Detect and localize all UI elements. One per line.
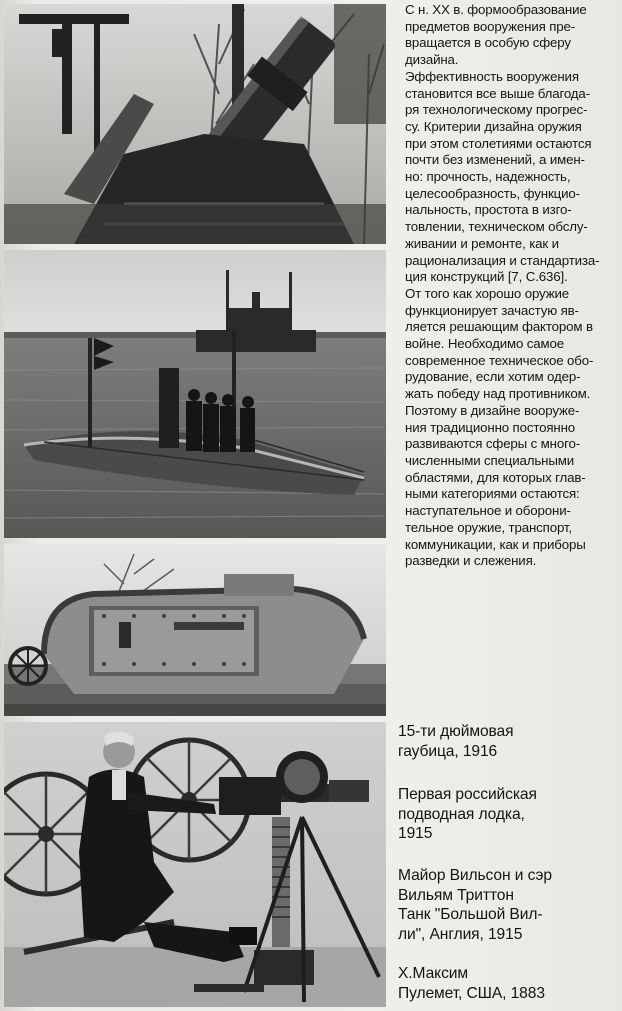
- article-line: функционирует зачастую яв-: [405, 302, 579, 318]
- caption-line: Пулемет, США, 1883: [398, 984, 545, 1002]
- article-line: живании и ремонте, как и: [405, 235, 559, 251]
- article-line: становится все выше благода-: [405, 85, 590, 101]
- article-line: ния традиционно постоянно: [405, 419, 576, 435]
- article-line: С н. XX в. формообразование: [405, 2, 587, 17]
- maxim-gun-image: [4, 722, 386, 1007]
- article-line: коммуникации, как и приборы: [405, 536, 586, 552]
- caption-submarine: [398, 785, 620, 844]
- article-line: ция конструкций [7, С.636].: [405, 269, 568, 285]
- caption-line: 1915: [398, 825, 433, 842]
- article-line: тельное оружие, транспорт,: [405, 519, 572, 535]
- caption-howitzer: [398, 722, 620, 761]
- article-line: наступательное и оборони-: [405, 503, 571, 519]
- article-line: От того как хорошо оружие: [405, 285, 569, 301]
- submarine-image: [4, 250, 386, 538]
- photo-howitzer-1916: [4, 4, 386, 244]
- article-line: ря технологическому прогрес-: [405, 102, 588, 118]
- article-line: современное техническое обо-: [405, 352, 594, 368]
- photo-tank-big-willie-1915: [4, 544, 386, 716]
- article-line: разведки и слежения.: [405, 553, 537, 569]
- article-line: развиваются сферы с много-: [405, 436, 581, 452]
- caption-line: 15-ти дюймовая: [398, 723, 514, 740]
- article-line: Поэтому в дизайне вооруже-: [405, 402, 580, 418]
- tank-image: [4, 544, 386, 716]
- caption-line: Танк "Большой Вил-: [398, 906, 543, 923]
- article-line: областями, для которых глав-: [405, 469, 586, 485]
- article-line: почти без изменений, а имен-: [405, 152, 585, 168]
- caption-line: Майор Вильсон и сэр: [398, 867, 552, 884]
- caption-line: Первая российская: [398, 786, 537, 803]
- caption-line: гаубица, 1916: [398, 742, 498, 760]
- article-line: ными категориями остаются:: [405, 486, 580, 502]
- article-body-text: [405, 2, 619, 570]
- caption-maxim: [398, 964, 620, 1003]
- article-line: вращается в особую сферу: [405, 35, 571, 51]
- caption-line: подводная лодка,: [398, 805, 525, 823]
- article-line: су. Критерии дизайна оружия: [405, 118, 582, 134]
- howitzer-image: [4, 4, 386, 244]
- caption-tank: [398, 866, 620, 944]
- article-line: дизайна.: [405, 52, 459, 68]
- article-line: рационализация и стандартиза-: [405, 252, 600, 268]
- article-line: ляется решающим фактором в: [405, 319, 593, 335]
- article-line: нальность, простота в изго-: [405, 202, 572, 218]
- article-line: жать победу над противником.: [405, 386, 591, 402]
- article-line: Эффективность вооружения: [405, 68, 579, 84]
- photo-maxim-gun-1883: [4, 722, 386, 1007]
- article-line: численными специальными: [405, 452, 575, 468]
- article-line: войне. Необходимо самое: [405, 336, 564, 352]
- article-line: но: прочность, надежность,: [405, 169, 571, 185]
- article-line: товлении, техническом обслу-: [405, 219, 588, 235]
- photo-submarine-1915: [4, 250, 386, 538]
- caption-line: Вильям Триттон: [398, 886, 514, 904]
- article-line: рудование, если хотим одер-: [405, 369, 581, 385]
- article-line: при этом столетиями остаются: [405, 135, 592, 151]
- caption-line: Х.Максим: [398, 965, 468, 982]
- article-line: целесообразность, функцио-: [405, 185, 580, 201]
- article-line: предметов вооружения пре-: [405, 18, 576, 34]
- caption-line: ли", Англия, 1915: [398, 925, 523, 943]
